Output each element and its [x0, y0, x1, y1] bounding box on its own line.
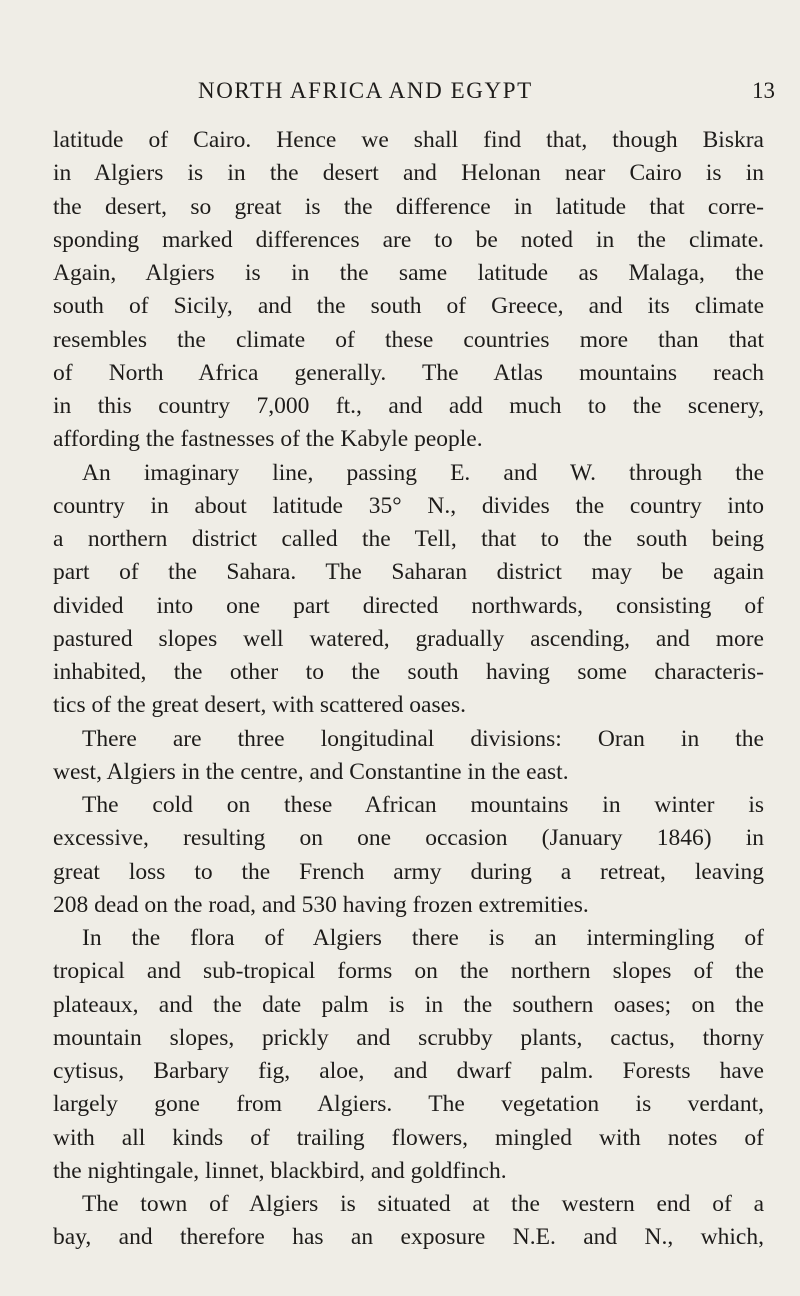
text-line: a northern district called the Tell, that to the south being [53, 526, 764, 552]
paragraph-start-line: There are three longitudinal divisions: Oran in the [82, 725, 764, 752]
text-line: Again, Algiers is in the same latitude as Malaga, the [53, 260, 764, 286]
body-text [53, 124, 764, 1255]
text-line: bay, and therefore has an exposure N.E. and N., which, [53, 1224, 764, 1251]
paragraph-start-line: The cold on these African mountains in winter is [82, 792, 764, 818]
page-number: 13 [752, 78, 775, 103]
text-line: great loss to the French army during a retreat, leaving [53, 858, 764, 885]
text-line: resembles the climate of these countries more than that [53, 326, 764, 353]
paragraph-start-line: In the flora of Algiers there is an intermingling of [82, 925, 764, 951]
text-line: divided into one part directed northwards, consisting of [53, 592, 764, 619]
text-line: with all kinds of trailing flowers, mingled with notes of [53, 1124, 764, 1151]
text-line: latitude of Cairo. Hence we shall find that, though Biskra [53, 127, 764, 153]
paragraph-end-line: west, Algiers in the centre, and Constantine in the east. [53, 758, 569, 785]
running-head [0, 78, 800, 108]
running-head-title: NORTH AFRICA AND EGYPT [198, 78, 533, 103]
paragraph-end-line: the nightingale, linnet, blackbird, and goldfinch. [53, 1157, 507, 1184]
text-line: cytisus, Barbary fig, aloe, and dwarf palm. Forests have [53, 1058, 764, 1084]
paragraph-start-line: An imaginary line, passing E. and W. through the [82, 459, 764, 486]
text-line: inhabited, the other to the south having some characteris- [53, 659, 764, 685]
paragraph-start-line: The town of Algiers is situated at the western end of a [82, 1191, 764, 1217]
paragraph-end-line: 208 dead on the road, and 530 having frozen extremities. [53, 891, 589, 918]
paragraph-end-line: tics of the great desert, with scattered oases. [53, 692, 467, 719]
text-line: pastured slopes well watered, gradually ascending, and more [53, 625, 764, 652]
text-line: largely gone from Algiers. The vegetation is verdant, [53, 1091, 764, 1118]
paragraph-end-line: affording the fastnesses of the Kabyle people. [53, 426, 483, 453]
text-line: mountain slopes, prickly and scrubby plants, cactus, thorny [53, 1024, 764, 1051]
text-line: of North Africa generally. The Atlas mountains reach [53, 359, 764, 386]
text-line: the desert, so great is the difference in latitude that corre- [53, 193, 764, 220]
text-line: country in about latitude 35° N., divides the country into [53, 492, 764, 519]
text-line: plateaux, and the date palm is in the southern oases; on the [53, 991, 764, 1018]
text-line: tropical and sub-tropical forms on the northern slopes of the [53, 958, 764, 985]
text-line: excessive, resulting on one occasion (January 1846) in [53, 825, 764, 852]
text-line: in this country 7,000 ft., and add much to the scenery, [53, 393, 764, 419]
text-line: sponding marked differences are to be noted in the climate. [53, 226, 764, 253]
text-line: part of the Sahara. The Saharan district may be again [53, 559, 764, 586]
text-line: in Algiers is in the desert and Helonan near Cairo is in [53, 160, 764, 187]
text-line: south of Sicily, and the south of Greece, and its climate [53, 293, 764, 320]
